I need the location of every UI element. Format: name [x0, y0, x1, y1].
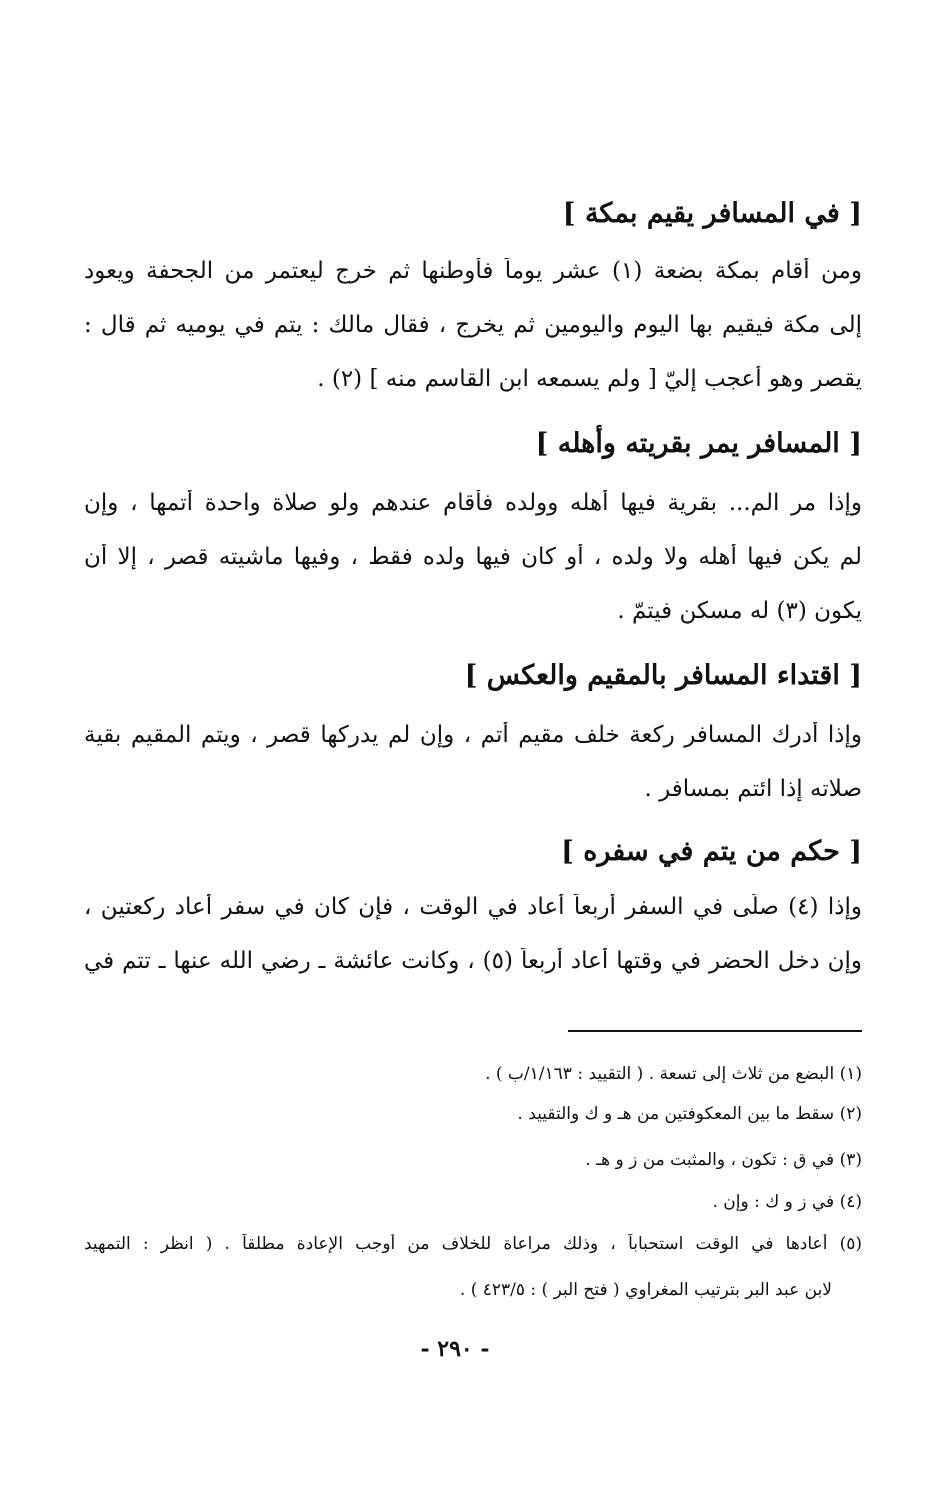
footnote-5-continued: لابن عبد البر بترتيب المغراوي ( فتح البر ) : ٤٢٣/٥ ) . [459, 1280, 832, 1300]
body-line: وإذا (٤) صلّى في السفر أربعاً أعاد في الوقت ، فإن كان في سفر أعاد ركعتين ، [84, 894, 862, 920]
section-heading-makkah: [ في المسافر يقيم بمكة ] [562, 198, 862, 229]
section-heading-completing-prayer: [ حكم من يتم في سفره ] [561, 836, 862, 867]
body-line: لم يكن فيها أهله ولا ولده ، أو كان فيها ولده فقط ، وفيها ماشيته قصر ، إلا أن [84, 544, 862, 570]
footnote-2: (٢) سقط ما بين المعكوفتين من هـ و ك والتقييد . [517, 1104, 862, 1124]
body-line: وإن دخل الحضر في وقتها أعاد أربعاً (٥) ، وكانت عائشة ـ رضي الله عنها ـ تتم في [84, 948, 862, 974]
footnote-5: (٥) أعادها في الوقت استحباباً ، وذلك مراعاة للخلاف من أوجب الإعادة مطلقاً . ( انظر : التمهيد [84, 1234, 862, 1254]
body-line: ومن أقام بمكة بضعة (١) عشر يوماً فأوطنها ثم خرج ليعتمر من الجحفة ويعود [84, 258, 862, 284]
body-line: وإذا أدرك المسافر ركعة خلف مقيم أتم ، وإن لم يدركها قصر ، ويتم المقيم بقية [84, 722, 862, 748]
page-number: - ٢٩٠ - [420, 1336, 490, 1362]
footnote-3: (٣) في ق : تكون ، والمثبت من ز و هـ . [585, 1150, 862, 1170]
body-line: صلاته إذا ائتم بمسافر . [644, 776, 862, 802]
footnote-4: (٤) في ز و ك : وإن . [712, 1192, 862, 1212]
body-line: يقصر وهو أعجب إليّ [ ولم يسمعه ابن القاسم منه ] (٢) . [317, 366, 862, 392]
footnote-separator [568, 1030, 862, 1032]
body-line: يكون (٣) له مسكن فيتمّ . [617, 598, 862, 624]
section-heading-following-resident: [ اقتداء المسافر بالمقيم والعكس ] [464, 660, 862, 691]
body-line: إلى مكة فيقيم بها اليوم واليومين ثم يخرج ، فقال مالك : يتم في يوميه ثم قال : [84, 312, 862, 338]
body-line: وإذا مر الم... بقرية فيها أهله وولده فأقام عندهم ولو صلاة واحدة أتمها ، وإن [84, 490, 862, 516]
footnote-1: (١) البضع من ثلاث إلى تسعة . ( التقييد : ١/١٦٣/ب ) . [485, 1064, 862, 1084]
section-heading-village: [ المسافر يمر بقريته وأهله ] [535, 428, 862, 459]
